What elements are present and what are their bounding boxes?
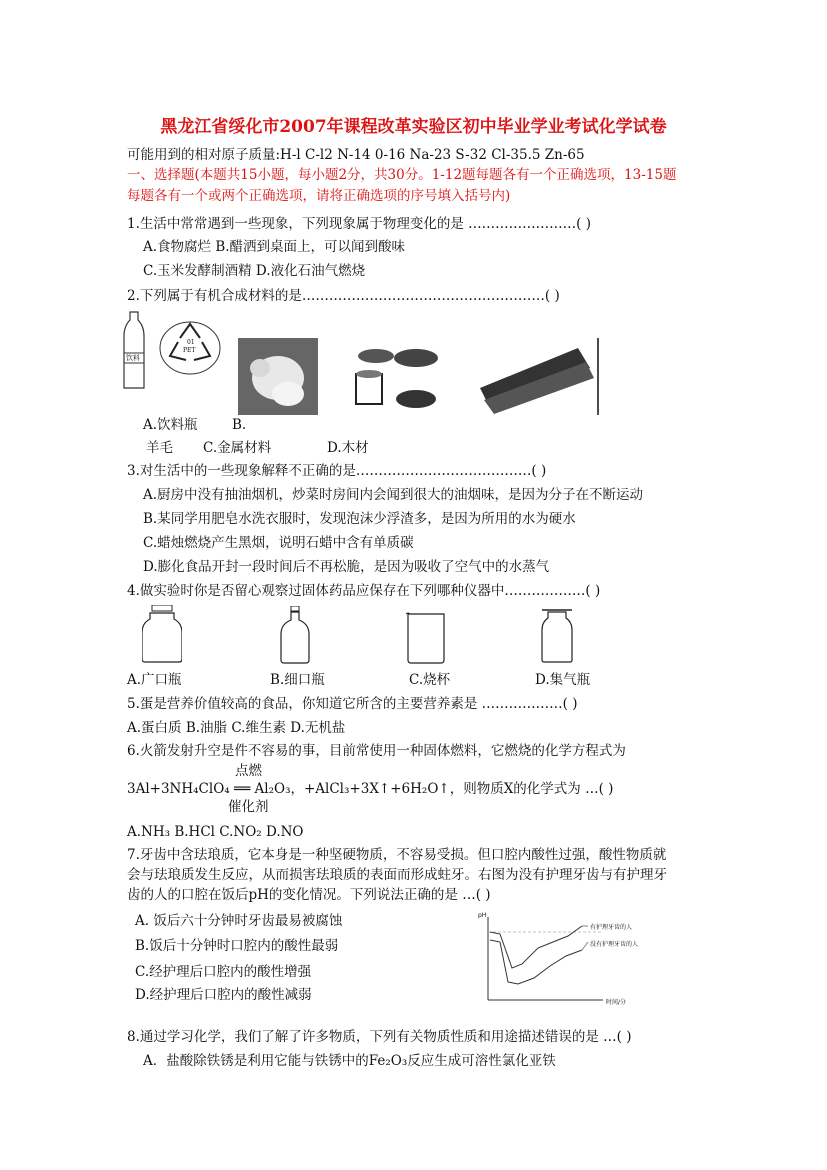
q3-stem: 3.对生活中的一些现象解释不正确的是…………………………………( ) — [127, 463, 547, 479]
q6-options: A.NH₃ B.HCl C.NO₂ D.NO — [127, 824, 304, 840]
q7-option-a: A. 饭后六十分钟时牙齿最易被腐蚀 — [135, 913, 343, 929]
q7-line1: 7.牙齿中含珐琅质，它本身是一种坚硬物质，不容易受损。但口腔内酸性过强，酸性物质就 — [127, 847, 667, 863]
wool-sheep-image — [238, 338, 318, 415]
q6-condition-above: 点燃 — [235, 763, 262, 779]
q5-stem: 5.蛋是营养价值较高的食品，你知道它所含的主要营养素是 ………………( ) — [127, 696, 578, 712]
beaker-icon — [406, 612, 446, 664]
wide-mouth-bottle-icon — [142, 605, 182, 663]
q6-stem: 6.火箭发射升空是件不容易的事，目前常使用一种固体燃料，它燃烧的化学方程式为 — [127, 743, 626, 759]
section-instructions-line1: 一、选择题(本题共15小题，每小题2分，共30分。1-12题每题各有一个正确选项，13-15题 — [127, 167, 677, 183]
q1-stem: 1.生活中常常遇到一些现象，下列现象属于物理变化的是 ……………………( ) — [127, 216, 591, 232]
q3-option-c: C.蜡烛燃烧产生黑烟，说明石蜡中含有单质碳 — [143, 535, 414, 551]
q7-option-b: B.饭后十分钟时口腔内的酸性最弱 — [135, 938, 339, 954]
bottle-label: 饮料 — [126, 354, 140, 362]
q7-line2: 会与珐琅质发生反应，从而损害珐琅质的表面而形成蛀牙。右图为没有护理牙齿与有护理牙 — [127, 867, 667, 883]
q4-stem: 4.做实验时你是否留心观察过固体药品应保存在下列哪种仪器中………………( ) — [127, 583, 601, 599]
graph-series-2-label: 没有护理牙齿的人 — [590, 941, 639, 948]
graph-series-1-label: 有护理牙齿的人 — [590, 924, 633, 931]
q4-option-d: D.集气瓶 — [535, 672, 591, 688]
metal-cookware-image — [346, 344, 446, 414]
q7-option-c: C.经护理后口腔内的酸性增强 — [135, 964, 312, 980]
q7-option-d: D.经护理后口腔内的酸性减弱 — [135, 987, 312, 1003]
wood-logs-image — [478, 338, 600, 415]
graph-x-label: 时间/分 — [606, 999, 627, 1006]
narrow-mouth-bottle-icon — [280, 606, 310, 664]
bottle-recycle-image — [120, 308, 230, 398]
q3-option-b: B.某同学用肥皂水洗衣服时，发现泡沫少浮渣多，是因为所用的水为硬水 — [143, 511, 576, 527]
q2-option-c: C.金属材料 — [203, 440, 272, 456]
q2-stem: 2.下列属于有机合成材料的是………………………………………………( ) — [127, 288, 560, 304]
gas-collecting-bottle-icon — [540, 608, 574, 664]
q2-option-a: A.饮料瓶 — [143, 417, 198, 433]
q4-option-b: B.细口瓶 — [270, 672, 325, 688]
q8-stem: 8.通过学习化学，我们了解了许多物质，下列有关物质性质和用途描述错误的是 …( ) — [127, 1029, 632, 1045]
q3-option-a: A.厨房中没有抽油烟机，炒菜时房间内会闻到很大的油烟味，是因为分子在不断运动 — [143, 487, 644, 503]
graph-y-label: pH — [478, 912, 487, 919]
q4-option-c: C.烧杯 — [409, 672, 451, 688]
pet-number: 01 — [187, 339, 195, 346]
q7-line3: 齿的人的口腔在饭后pH的变化情况。下列说法正确的是 …( ) — [127, 887, 491, 903]
q6-condition-below: 催化剂 — [228, 799, 269, 815]
q8-option-a: A．盐酸除铁锈是利用它能与铁锈中的Fe₂O₃反应生成可溶性氯化亚铁 — [143, 1053, 556, 1069]
q2-option-d: D.木材 — [327, 440, 369, 456]
q2-option-b: B. — [232, 417, 247, 433]
q1-options-ab: A.食物腐烂 B.醋洒到桌面上，可以闻到酸味 — [143, 239, 406, 255]
atomic-masses: 可能用到的相对原子质量:H-l C-l2 N-14 0-16 Na-23 S-32 Cl-35.5 Zn-65 — [127, 147, 585, 163]
q4-option-a: A.广口瓶 — [127, 672, 182, 688]
q2-option-b-text: 羊毛 — [146, 440, 173, 456]
q6-equation: 3Al+3NH₄ClO₄ ══ Al₂O₃，+AlCl₃+3X↑+6H₂O↑，则物质X的化学式为 …( ) — [127, 781, 614, 797]
exam-title: 黑龙江省绥化市2007年课程改革实验区初中毕业学业考试化学试卷 — [160, 117, 667, 137]
q5-options: A.蛋白质 B.油脂 C.维生素 D.无机盐 — [127, 720, 346, 736]
q3-option-d: D.膨化食品开封一段时间后不再松脆，是因为吸收了空气中的水蒸气 — [143, 559, 550, 575]
q1-options-cd: C.玉米发酵制酒精 D.液化石油气燃烧 — [143, 263, 366, 279]
section-instructions-line2: 每题各有一个或两个正确选项，请将正确选项的序号填入括号内) — [127, 188, 511, 204]
pet-label: PET — [183, 347, 196, 354]
